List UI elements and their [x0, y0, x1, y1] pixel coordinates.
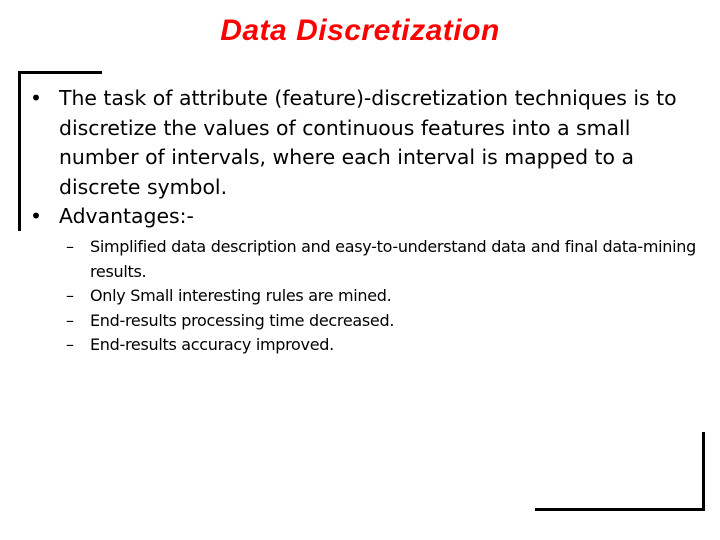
sub-bullet-text: End-results accuracy improved. [90, 335, 334, 354]
slide-title: Data Discretization [220, 14, 500, 47]
sub-bullet-item [66, 235, 706, 284]
top-left-frame-line-horizontal [18, 71, 102, 74]
bullet-marker: • [30, 86, 43, 110]
sub-bullet-text: Simplified data description and easy-to-understand data and final data-mining results. [90, 237, 696, 281]
dash-marker: – [66, 310, 74, 330]
main-bullet-list [30, 84, 690, 232]
advantages-sub-list [66, 235, 706, 358]
bullet-text: Advantages:- [59, 204, 194, 228]
bottom-right-frame-line-horizontal [535, 508, 705, 511]
bottom-right-frame-line-vertical [702, 432, 705, 511]
sub-bullet-item [66, 309, 706, 334]
sub-bullet-item [66, 284, 706, 309]
bullet-marker: • [30, 204, 43, 228]
dash-marker: – [66, 335, 74, 354]
bullet-item-advantages [30, 202, 690, 232]
sub-bullet-text: End-results processing time decreased. [90, 310, 395, 330]
sub-bullet-text: Only Small interesting rules are mined. [90, 286, 392, 305]
sub-bullet-item [66, 333, 706, 358]
dash-marker: – [66, 286, 74, 305]
bullet-text: The task of attribute (feature)-discretization techniques is to discretize the values of continuous features into a small number of intervals, where each interval is mapped to a discrete symbol. [59, 86, 677, 199]
dash-marker: – [66, 237, 74, 256]
top-left-frame-line-vertical [18, 71, 21, 231]
bullet-item-discretization-task [30, 84, 690, 202]
